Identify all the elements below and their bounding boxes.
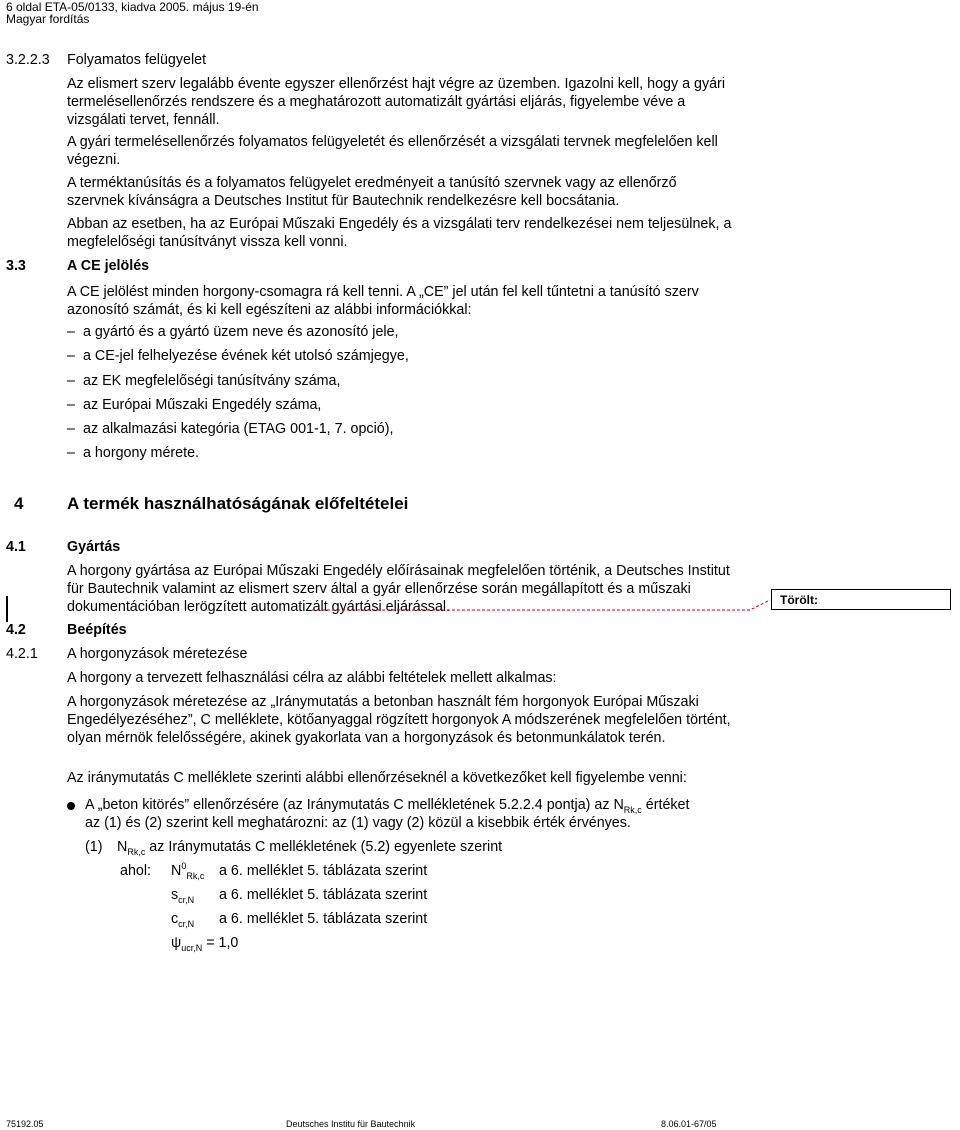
- bullet-text-b: értéket: [641, 797, 690, 813]
- subscript: cr,N: [178, 894, 195, 905]
- ce-list-item-text: a CE-jel felhelyezése évének két utolsó számjegye,: [83, 348, 409, 364]
- comment-connector-line: [310, 596, 772, 614]
- ce-list-item: [67, 372, 340, 390]
- ce-list-item-text: az EK megfelelőségi tanúsítvány száma,: [83, 373, 341, 389]
- equation-description: az Iránymutatás C mellékletének (5.2) egyenlete szerint: [145, 839, 503, 855]
- section-33-title: A CE jelölés: [67, 258, 150, 274]
- dash-marker: –: [67, 348, 75, 364]
- section-4-title: A termék használhatóságának előfeltételei: [67, 494, 409, 513]
- ce-list-item: [67, 323, 399, 341]
- symbol: ψ: [171, 935, 182, 951]
- section-3223-paragraph-3: A terméktanúsítás és a folyamatos felügyelet eredményeit a tanúsító szervnek vagy az ellenőrző szervnek kívánságra a Deutsches Institut für Bautechnik rendelkezésre kell bocsátania.: [67, 175, 677, 209]
- where-label: ahol:: [120, 863, 152, 879]
- definition-symbol-2: [171, 886, 194, 904]
- symbol: N: [171, 863, 182, 879]
- page-header-line2: Magyar fordítás: [6, 12, 90, 26]
- dash-marker: –: [67, 397, 75, 413]
- subscript: cr,N: [178, 918, 195, 929]
- dash-marker: –: [67, 324, 75, 340]
- definition-4: [171, 934, 238, 952]
- subscript: ucr,N: [181, 942, 203, 953]
- ce-list-item-text: az Európai Műszaki Engedély száma,: [83, 397, 322, 413]
- bullet-text-a: A „beton kitörés” ellenőrzésére (az Iránymutatás C mellékletének 5.2.2.4 pontja) az N: [85, 797, 624, 813]
- definition-text-3: a 6. melléklet 5. táblázata szerint: [219, 911, 428, 927]
- definition-symbol-1: [171, 862, 204, 880]
- equation-subscript: Rk,c: [127, 846, 146, 857]
- bullet-subscript: Rk,c: [623, 804, 642, 815]
- section-41-paragraph: A horgony gyártása az Európai Műszaki Engedély előírásainak megfelelően történik, a Deutsches Institut für Bautechnik valamint az elismert szerv által a gyár ellenőrzése során megállapított és a műszaki dokumentációban lerögzített automatizált gyártási eljárással.: [67, 563, 730, 615]
- section-3223-title: Folyamatos felügyelet: [67, 52, 207, 68]
- section-42-title: Beépítés: [67, 622, 127, 638]
- section-41-title: Gyártás: [67, 539, 121, 555]
- page-header-line1: 6 oldal ETA-05/0133, kiadva 2005. május 19-én: [6, 0, 259, 14]
- subscript: Rk,c: [186, 870, 205, 881]
- equation-symbol: N: [117, 839, 128, 855]
- section-421-paragraph-3: Az iránymutatás C melléklete szerinti alábbi ellenőrzéseknél a következőket kell figyelembe venni:: [67, 770, 687, 786]
- definition-text-1: a 6. melléklet 5. táblázata szerint: [219, 863, 428, 879]
- ce-list-item-text: az alkalmazási kategória (ETAG 001-1, 7. opció),: [83, 421, 394, 437]
- section-4-number: 4: [14, 494, 24, 513]
- section-3223-paragraph-1: Az elismert szerv legalább évente egyszer ellenőrzést hajt végre az üzemben. Igazolni kell, hogy a gyári termelésellenőrzés rendszere és a meghatározott automatizált gyártási eljárás, figyelembe véve a vizsgálati tervet, fennáll.: [67, 76, 725, 128]
- dash-marker: –: [67, 445, 75, 461]
- ce-list-item: [67, 396, 321, 414]
- section-3223-paragraph-2: A gyári termelésellenőrzés folyamatos felügyeletét és ellenőrzését a vizsgálati tervnek megfelelően kell végezni.: [67, 134, 718, 168]
- section-421-number: 4.2.1: [6, 646, 38, 662]
- symbol: s: [171, 887, 179, 903]
- ce-list-item-text: a gyártó és a gyártó üzem neve és azonosító jele,: [83, 324, 399, 340]
- bullet-marker: [67, 802, 75, 810]
- footer-center: Deutsches Institu für Bautechnik: [286, 1119, 416, 1129]
- definition-symbol-3: [171, 910, 194, 928]
- section-421-paragraph-2: A horgonyzások méretezése az „Iránymutatás a betonban használt fém horgonyok Európai Műszaki Engedélyezéséhez”, C melléklete, kötőanyaggal rögzített horgonyok A módszerének megfelelően történt, olyan mérnök felelősségére, akinek gyakorlata van a horgonyzások és betonmunkálatok terén.: [67, 694, 731, 746]
- revision-bar: [6, 596, 8, 622]
- section-41-number: 4.1: [6, 539, 26, 555]
- section-3223-number: 3.2.2.3: [6, 52, 50, 68]
- superscript: 0: [181, 861, 187, 872]
- definition-text-4: = 1,0: [202, 935, 239, 951]
- dash-marker: –: [67, 373, 75, 389]
- ce-list-item: [67, 347, 409, 365]
- section-42-number: 4.2: [6, 622, 26, 638]
- ce-list-item-text: a horgony mérete.: [83, 445, 200, 461]
- bullet-line-2: az (1) és (2) szerint kell meghatározni: az (1) vagy (2) közül a kisebbik érték érvényes.: [85, 815, 631, 831]
- section-421-title: A horgonyzások méretezése: [67, 646, 248, 662]
- ce-list-item: [67, 420, 393, 438]
- ce-list-item: [67, 444, 199, 462]
- section-33-number: 3.3: [6, 258, 26, 274]
- section-421-paragraph-1: A horgony a tervezett felhasználási célra az alábbi feltételek mellett alkalmas:: [67, 670, 557, 686]
- deleted-comment-balloon[interactable]: Törölt:: [771, 589, 951, 610]
- section-33-paragraph: A CE jelölést minden horgony-csomagra rá kell tenni. A „CE” jel után fel kell tűntetni a tanúsító szerv azonosító számát, és ki kell egészíteni az alábbi információkkal:: [67, 284, 699, 318]
- section-3223-paragraph-4: Abban az esetben, ha az Európai Műszaki Engedély és a vizsgálati terv rendelkezései nem teljesülnek, a megfelelőségi tanúsítványt vissza kell vonni.: [67, 216, 732, 250]
- footer-left: 75192.05: [6, 1119, 44, 1129]
- footer-right: 8.06.01-67/05: [661, 1119, 717, 1129]
- definition-text-2: a 6. melléklet 5. táblázata szerint: [219, 887, 428, 903]
- dash-marker: –: [67, 421, 75, 437]
- symbol: c: [171, 911, 179, 927]
- bullet-line-1: [85, 796, 689, 814]
- equation-number: (1): [85, 839, 103, 855]
- equation-text: [117, 838, 502, 856]
